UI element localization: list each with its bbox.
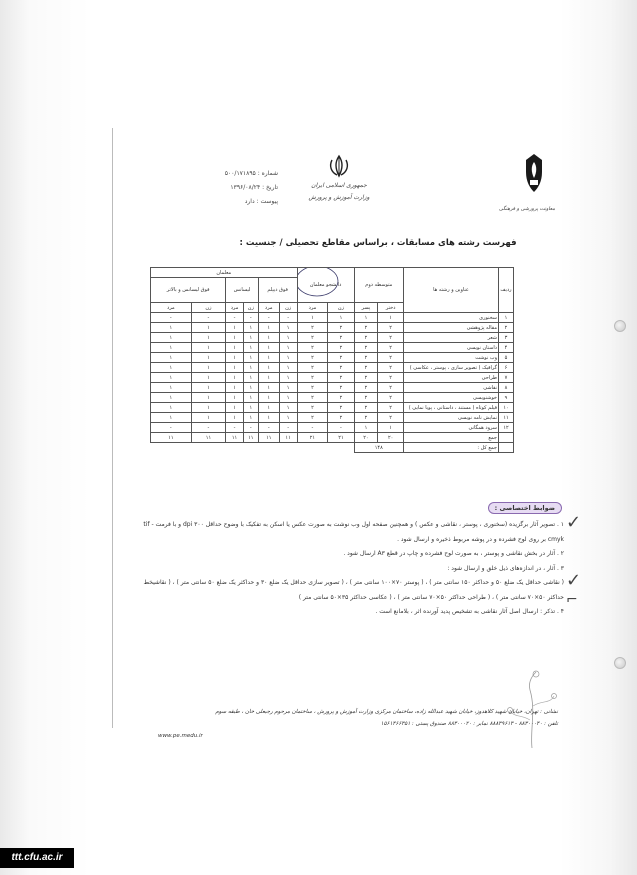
row-number: ۷ — [499, 373, 514, 383]
letter-number: شماره : ۵۰۰/۱۷۱۸۹۵ — [224, 170, 278, 177]
quota-cell: ۲ — [297, 343, 328, 353]
letter-date: تاریخ : ۱۳۹۶/۰۸/۲۴ — [230, 184, 278, 191]
quota-cell: - — [243, 313, 258, 323]
letter-document — [118, 130, 582, 780]
quota-cell: - — [258, 313, 279, 323]
quota-cell: ۱ — [226, 323, 244, 333]
table-row — [151, 373, 514, 383]
column-header-row-number: ردیف — [499, 268, 514, 313]
quota-cell: ۱ — [191, 333, 226, 343]
quota-cell: ۱ — [191, 393, 226, 403]
column-header-student-teachers: دانشجو معلمان — [297, 268, 354, 303]
quota-cell: ۱ — [258, 333, 279, 343]
quota-cell: ۲ — [354, 363, 378, 373]
quota-cell: ۱ — [151, 373, 192, 383]
field-name: طراحی — [404, 373, 499, 383]
field-name: گرافیک ( تصویر سازی ، پوستر ، عکاسی ) — [404, 363, 499, 373]
punch-hole — [614, 657, 626, 669]
gender-male: پسر — [354, 303, 378, 313]
quota-cell: ۲ — [328, 373, 354, 383]
table-header-row — [151, 268, 514, 278]
sum-label: جمع — [404, 433, 499, 443]
quota-cell: ۲ — [378, 403, 404, 413]
quota-cell: - — [279, 313, 297, 323]
handwritten-check-mark: ✓ — [566, 512, 582, 533]
footer-address: نشانی : تهران، خیابان شهید کلاهدوز، خیابان شهید عبدالله زاده، ساختمان مرکزی وزارت آموزش و پرورش ، ساختمان مرحوم رجبعلی خان ، طبقه سوم — [215, 709, 558, 715]
quota-cell: - — [226, 313, 244, 323]
field-name: فیلم کوتاه ( مستند ، داستانی ، پویا نمایی ) — [404, 403, 499, 413]
quota-cell: ۱ — [191, 343, 226, 353]
quota-cell: ۱ — [151, 353, 192, 363]
quota-cell: ۱ — [279, 333, 297, 343]
quota-cell: ۲ — [297, 353, 328, 363]
field-name: مقاله پژوهشی — [404, 323, 499, 333]
quota-cell: ۱ — [226, 333, 244, 343]
quota-cell: - — [279, 423, 297, 433]
quota-cell: ۱ — [258, 383, 279, 393]
quota-cell: ۲ — [297, 333, 328, 343]
table-row — [151, 333, 514, 343]
row-number: ۳ — [499, 333, 514, 343]
quota-cell: ۱ — [279, 363, 297, 373]
competition-fields-table — [150, 267, 514, 453]
quota-cell: ۱ — [226, 363, 244, 373]
quota-cell: ۱ — [243, 353, 258, 363]
punch-hole — [614, 320, 626, 332]
quota-cell: ۱ — [226, 353, 244, 363]
quota-cell: ۱ — [243, 323, 258, 333]
quota-cell: ۲ — [328, 343, 354, 353]
quota-cell: ۲ — [297, 373, 328, 383]
quota-cell: ۱ — [226, 393, 244, 403]
quota-cell: ۱ — [191, 413, 226, 423]
quota-cell: ۱ — [191, 353, 226, 363]
quota-cell: ۲ — [378, 413, 404, 423]
gender-female: دختر — [378, 303, 404, 313]
sum-cell: ۲۰ — [354, 433, 378, 443]
gender-woman: زن — [243, 303, 258, 313]
column-header-teachers: معلمان — [151, 268, 298, 278]
sum-cell: ۱۱ — [258, 433, 279, 443]
rule-1: ۱ . تصویر آثار برگزیده (سخنوری ، پوستر ، نقاشی و عکس ) و همچنین صفحه اول وب نوشت به صورت عکس یا اسکن به تفکیک با وضوح حداقل ۳۰۰ dpi و با فرمت tif - cmyk بر روی لوح فشرده و در پوشه مربوط ذخیره و ارسال شود . — [143, 521, 564, 543]
quota-cell: ۱ — [258, 363, 279, 373]
field-name: شعر — [404, 333, 499, 343]
rule-3-detail: ( نقاشی حداقل یک ضلع ۵۰ و حداکثر ۱۵۰ سانتی متر ) ، ( پوستر ۷۰×۱۰۰ سانتی متر ) ، ( تصویر سازی حداقل یک ضلع ۳۰ و حداکثر یک ضلع ۵۰ سانتی متر ) ، ( نقاشیخط حداکثر ۵۰×۷۰ سانتی متر ) ، ( طراحی حداکثر ۵۰×۷۰ سانتی متر ) ، ( عکاسی حداکثر ۳۵×۵۰ سانتی متر ) — [143, 579, 564, 601]
row-number: ۱۰ — [499, 403, 514, 413]
quota-cell: ۱ — [354, 313, 378, 323]
quota-cell: ۱ — [243, 383, 258, 393]
quota-cell: ۱ — [279, 393, 297, 403]
table-row — [151, 383, 514, 393]
education-ministry-logo-icon — [514, 152, 554, 202]
national-emblem-icon — [326, 154, 352, 178]
special-rules-section — [134, 502, 564, 620]
column-header-bachelor: لیسانس — [226, 278, 259, 303]
row-number: ۵ — [499, 353, 514, 363]
quota-cell: ۲ — [328, 353, 354, 363]
field-name: وب نوشت — [404, 353, 499, 363]
gender-man: مرد — [258, 303, 279, 313]
quota-cell: ۱ — [279, 413, 297, 423]
quota-cell: ۱ — [378, 423, 404, 433]
quota-cell: ۱ — [226, 343, 244, 353]
quota-cell: ۱ — [279, 373, 297, 383]
gender-man: مرد — [151, 303, 192, 313]
row-number: ۶ — [499, 363, 514, 373]
quota-cell: ۲ — [297, 383, 328, 393]
quota-cell: ۲ — [378, 333, 404, 343]
sum-cell: ۱۱ — [279, 433, 297, 443]
column-header-diploma: فوق دیپلم — [258, 278, 297, 303]
column-header-master: فوق لیسانس و بالاتر — [151, 278, 226, 303]
row-number: ۸ — [499, 383, 514, 393]
quota-cell: ۱ — [151, 403, 192, 413]
ministry-name: وزارت آموزش و پرورش — [308, 194, 370, 201]
quota-cell: ۱ — [151, 383, 192, 393]
quota-cell: ۲ — [328, 413, 354, 423]
quota-cell: ۱ — [279, 323, 297, 333]
quota-cell: ۲ — [328, 403, 354, 413]
quota-cell: ۲ — [297, 403, 328, 413]
quota-cell: - — [191, 423, 226, 433]
quota-cell: ۱ — [151, 363, 192, 373]
sum-cell: ۲۱ — [297, 433, 328, 443]
letter-footer — [158, 706, 558, 742]
sum-cell: ۲۰ — [378, 433, 404, 443]
quota-cell: ۱ — [191, 403, 226, 413]
quota-cell: ۱ — [151, 343, 192, 353]
quota-cell: ۲ — [297, 393, 328, 403]
table-row — [151, 363, 514, 373]
quota-cell: ۲ — [354, 373, 378, 383]
quota-cell: ۱ — [258, 323, 279, 333]
quota-cell: ۱ — [191, 363, 226, 373]
row-number: ۴ — [499, 343, 514, 353]
table-row — [151, 413, 514, 423]
total-label: جمع کل : — [404, 443, 499, 453]
gender-woman: زن — [191, 303, 226, 313]
quota-cell: ۱ — [226, 413, 244, 423]
quota-cell: ۲ — [354, 343, 378, 353]
quota-cell: ۲ — [378, 343, 404, 353]
quota-cell: ۱ — [243, 373, 258, 383]
quota-cell: ۱ — [378, 313, 404, 323]
quota-cell: ۲ — [378, 323, 404, 333]
table-row — [151, 313, 514, 323]
quota-cell: ۲ — [378, 353, 404, 363]
quota-cell: ۱ — [151, 323, 192, 333]
quota-cell: ۱ — [226, 383, 244, 393]
field-name: داستان نویسی — [404, 343, 499, 353]
table-total-row — [151, 443, 514, 453]
quota-cell: ۱ — [243, 393, 258, 403]
table-body — [151, 313, 514, 433]
quota-cell: ۱ — [258, 403, 279, 413]
gender-woman: زن — [279, 303, 297, 313]
quota-cell: ۲ — [378, 363, 404, 373]
footer-website: www.pe.medu.ir — [158, 733, 203, 739]
quota-cell: ۱ — [151, 413, 192, 423]
quota-cell: ۲ — [354, 393, 378, 403]
quota-cell: ۲ — [354, 383, 378, 393]
column-header-secondary: متوسطه دوم — [354, 268, 403, 303]
table-row — [151, 423, 514, 433]
quota-cell: ۲ — [297, 413, 328, 423]
quota-cell: ۱ — [243, 413, 258, 423]
quota-cell: - — [297, 423, 328, 433]
quota-cell: - — [258, 423, 279, 433]
sum-cell: ۲۱ — [328, 433, 354, 443]
quota-cell: ۲ — [328, 393, 354, 403]
table-row — [151, 353, 514, 363]
table-row — [151, 323, 514, 333]
quota-cell: ۱ — [243, 403, 258, 413]
quota-cell: ۱ — [243, 363, 258, 373]
row-number: ۱۱ — [499, 413, 514, 423]
quota-cell: ۱ — [354, 423, 378, 433]
row-number: ۲ — [499, 323, 514, 333]
hand-drawn-circle — [297, 268, 340, 299]
quota-cell: ۱ — [297, 313, 328, 323]
quota-cell: ۲ — [378, 383, 404, 393]
quota-cell: ۲ — [354, 333, 378, 343]
gender-woman: زن — [328, 303, 354, 313]
quota-cell: ۱ — [191, 373, 226, 383]
footer-phone: تلفن : ۸۸۳۰۰۰۴۰ - ۸۸۸۳۹۶۱۳ نمابر : ۸۸۳۰۰۰۲۰ صندوق پستی : ۱۵۶۱۴۶۶۳۵۱ — [380, 721, 558, 727]
gender-man: مرد — [297, 303, 328, 313]
field-name: خوشنویسی — [404, 393, 499, 403]
quota-cell: ۱ — [258, 393, 279, 403]
table-sum-row — [151, 433, 514, 443]
quota-cell: ۲ — [354, 413, 378, 423]
quota-cell: ۲ — [378, 393, 404, 403]
quota-cell: ۲ — [297, 363, 328, 373]
quota-cell: ۱ — [258, 353, 279, 363]
quota-cell: - — [243, 423, 258, 433]
handwritten-check-mark: ✓ — [566, 570, 582, 591]
country-name: جمهوری اسلامی ایران — [311, 182, 367, 189]
quota-cell: ۱ — [279, 403, 297, 413]
quota-cell: ۲ — [328, 333, 354, 343]
sum-cell: ۱۱ — [226, 433, 244, 443]
quota-cell: ۲ — [328, 363, 354, 373]
sum-cell: ۱۱ — [243, 433, 258, 443]
row-number: ۱۲ — [499, 423, 514, 433]
quota-cell: ۱ — [151, 333, 192, 343]
handwritten-mark: ⌐ — [566, 592, 578, 608]
table-row — [151, 393, 514, 403]
sum-cell: ۱۱ — [151, 433, 192, 443]
quota-cell: ۲ — [354, 403, 378, 413]
website-watermark[interactable]: ttt.cfu.ac.ir — [0, 848, 74, 868]
quota-cell: ۱ — [243, 333, 258, 343]
field-name: سرود همگانی — [404, 423, 499, 433]
gender-man: مرد — [226, 303, 244, 313]
rule-2: ۲ . آثار در بخش نقاشی و پوستر ، به صورت لوح فشرده و چاپ در قطع A۳ ارسال شود . — [343, 550, 564, 557]
table-row — [151, 403, 514, 413]
row-number: ۹ — [499, 393, 514, 403]
special-rules-heading: ضوابط اختصاصی : — [488, 502, 562, 514]
quota-cell: ۱ — [279, 383, 297, 393]
quota-cell: ۱ — [191, 383, 226, 393]
field-name: سخنوری — [404, 313, 499, 323]
paper-edge — [112, 128, 113, 728]
document-title: فهرست رشته های مسابقات ، براساس مقاطع تحصیلی / جنسیت : — [239, 238, 517, 248]
quota-cell: ۱ — [328, 313, 354, 323]
quota-cell: ۱ — [258, 413, 279, 423]
quota-cell: ۱ — [151, 393, 192, 403]
total-value: ۱۴۸ — [354, 443, 403, 453]
quota-cell: ۱ — [258, 343, 279, 353]
quota-cell: - — [191, 313, 226, 323]
quota-cell: ۲ — [328, 383, 354, 393]
table-row — [151, 343, 514, 353]
quota-cell: ۱ — [279, 343, 297, 353]
sum-cell: ۱۱ — [191, 433, 226, 443]
quota-cell: ۲ — [354, 323, 378, 333]
row-number: ۱ — [499, 313, 514, 323]
rule-3: ۳ . آثار ، در اندازه‌های ذیل خلق و ارسال شود : — [447, 564, 564, 572]
quota-cell: ۲ — [378, 373, 404, 383]
quota-cell: ۲ — [297, 323, 328, 333]
quota-cell: - — [151, 313, 192, 323]
column-header-fields: عناوین و رشته ها — [404, 268, 499, 313]
org-signature: معاونت پرورشی و فرهنگی — [498, 206, 556, 212]
quota-cell: ۲ — [354, 353, 378, 363]
letter-attachment: پیوست : دارد — [244, 198, 278, 205]
field-name: نمایش نامه نویسی — [404, 413, 499, 423]
quota-cell: ۱ — [191, 323, 226, 333]
quota-cell: ۱ — [226, 373, 244, 383]
rule-4: ۴ . تذکر : ارسال اصل آثار نقاشی به تشخیص پدید آورنده اثر ، بلامانع است . — [375, 608, 564, 615]
quota-cell: ۱ — [243, 343, 258, 353]
quota-cell: ۱ — [226, 403, 244, 413]
quota-cell: - — [151, 423, 192, 433]
quota-cell: - — [328, 423, 354, 433]
quota-cell: ۱ — [279, 353, 297, 363]
quota-cell: ۲ — [328, 323, 354, 333]
field-name: نقاشی — [404, 383, 499, 393]
quota-cell: - — [226, 423, 244, 433]
quota-cell: ۱ — [258, 373, 279, 383]
